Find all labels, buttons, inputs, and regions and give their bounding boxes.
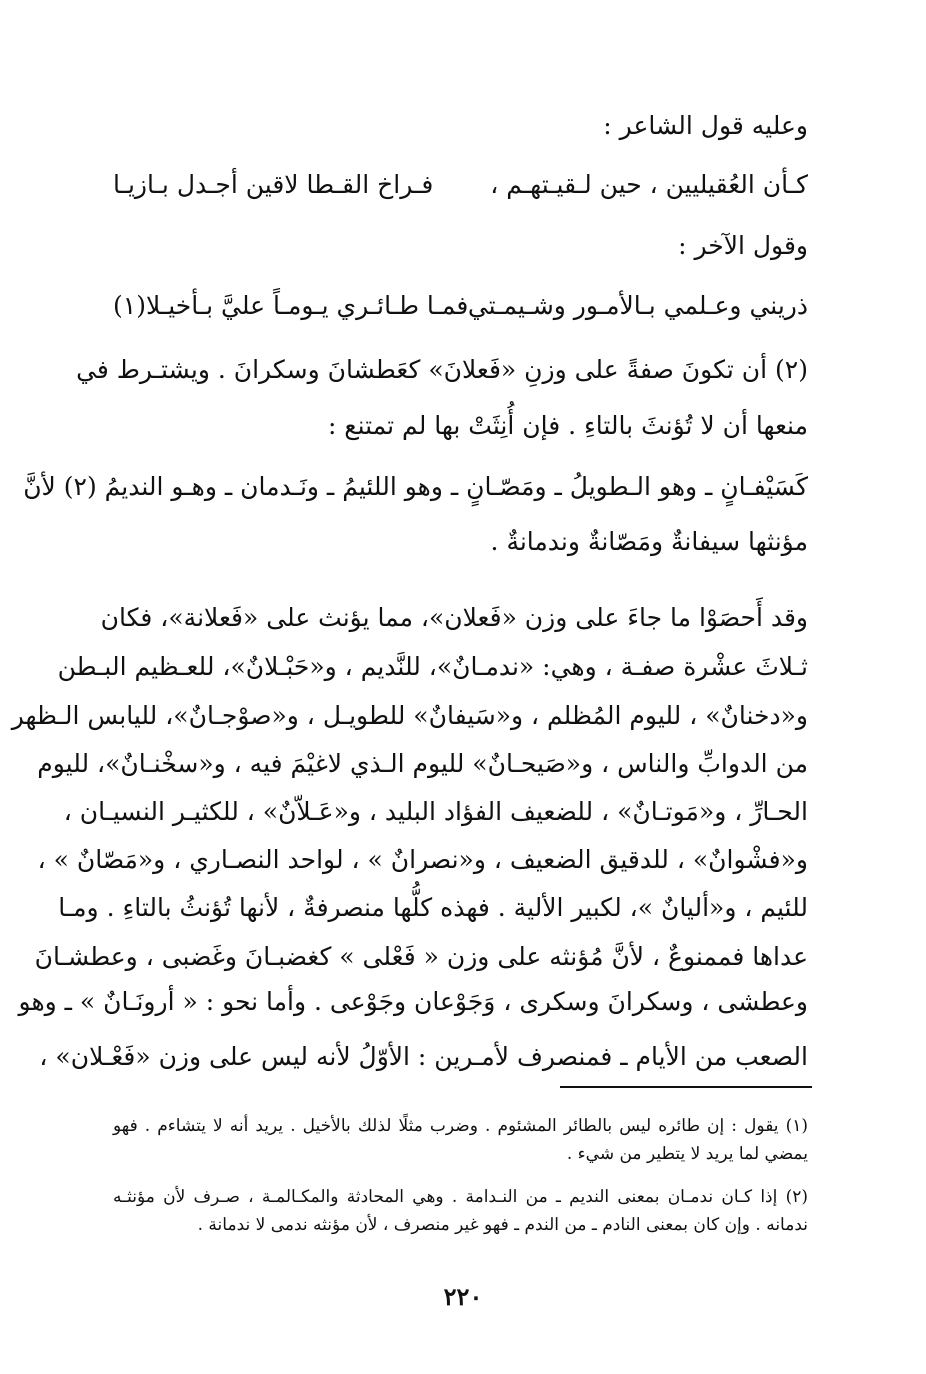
paragraph-line: وقد أَحصَوْا ما جاءَ على وزن «فَعلان»، مما يؤنث على «فَعلانة»، فكان (100, 603, 808, 632)
paragraph-line: للئيم ، و«أليانٌ »، لكبير الألية . فهذه كلُّها منصرفةٌ ، لأنها تُؤنثُ بالتاءِ . ومـا (58, 893, 808, 922)
paragraph-line: كَسَيْفـانٍ ـ وهو الـطويلُ ـ ومَصّـانٍ ـ وهو اللئيمُ ـ ونَـدمان ـ وهـو النديمُ (٢) لأنَّ (23, 472, 808, 501)
paragraph-line: عداها فممنوعٌ ، لأنَّ مُؤنثه على وزن « فَعْلى » كغضبـانَ وغَضبى ، وعطشـانَ (34, 942, 808, 971)
paragraph-line: منعها أن لا تُؤنثَ بالتاءِ . فإن أُنِثَتْ بها لم تمتنع : (327, 411, 808, 440)
intro-line-2: وقول الآخر : (678, 231, 808, 260)
footnote-divider (560, 1086, 812, 1088)
verse-1-first-hemistich: كـأن العُقيليين ، حين لـقيـتهـم ، (490, 170, 808, 199)
verse-1-second-hemistich: فـراخ القـطا لاقين أجـدل بـازيـا (113, 170, 434, 199)
footnote-line: ندمانه . وإن كان بمعنى النادم ـ من الندم ـ فهو غير منصرف ، لأن مؤنثه ندمى لا ندمانة . (197, 1215, 808, 1235)
paragraph-line: الحـارِّ ، و«مَوتـانٌ» ، للضعيف الفؤاد البليد ، و«عَـلاّنٌ» ، للكثيـر النسيـان ، (63, 797, 808, 826)
paragraph-line: و«دخنانٌ» ، لليوم المُظلم ، و«سَيفانٌ» للطويـل ، و«صوْجـانٌ»، لليابس الـظهر (11, 701, 808, 730)
paragraph-line: مؤنثها سيفانةٌ ومَصّانةٌ وندمانةٌ . (490, 527, 808, 556)
paragraph-line: و«فشْوانٌ» ، للدقيق الضعيف ، و«نصرانٌ » ، لواحد النصـاري ، و«مَصّانٌ » ، (37, 845, 808, 874)
footnote-line: (١) يقول : إن طائره ليس بالطائر المشئوم . وضرب مثلًا لذلك بالأخيل . يريد أنه لا يتشاءم . فهو (113, 1116, 808, 1136)
paragraph-line: ثـلاثَ عشْرة صفـة ، وهي: «ندمـانٌ»، للنَّديم ، و«حَبْـلانٌ»، للعـظيم البـطن (57, 652, 808, 681)
page-number: ٢٢٠ (443, 1282, 483, 1311)
footnote-line: (٢) إذا كـان ندمـان بمعنى النديم ـ من النـدامة . وهي المحادثة والمكـالمـة ، صـرف لأن مؤنثـه (113, 1187, 808, 1207)
paragraph-line: الصعب من الأيام ـ فمنصرف لأمـرين : الأوّلُ لأنه ليس على وزن «فَعْـلان» ، (39, 1042, 808, 1071)
verse-2-first-hemistich: ذريني وعـلمي بـالأمـور وشـيمـتي (467, 291, 808, 320)
poetry-verse-2 (113, 284, 808, 328)
footnote-line: يمضي لما يريد لا يتطير من شيء . (566, 1144, 808, 1164)
verse-2-second-hemistich: فمـا طـائـري يـومـاً عليَّ بـأخيـلا(١) (113, 291, 469, 320)
intro-line-1: وعليه قول الشاعر : (603, 111, 808, 140)
paragraph-line: وعطشى ، وسكرانَ وسكرى ، وَجَوْعان وجَوْعى . وأما نحو : « أرونَـانٌ » ـ وهو (18, 987, 808, 1016)
paragraph-line: من الدوابِّ والناس ، و«صَيحـانٌ» لليوم الـذي لاغيْمَ فيه ، و«سخْنـانٌ»، لليوم (37, 749, 808, 778)
poetry-verse-1 (113, 163, 808, 207)
paragraph-line: (٢) أن تكونَ صفةً على وزنِ «فَعلانَ» كعَطشانَ وسكرانَ . ويشتـرط في (76, 355, 808, 384)
